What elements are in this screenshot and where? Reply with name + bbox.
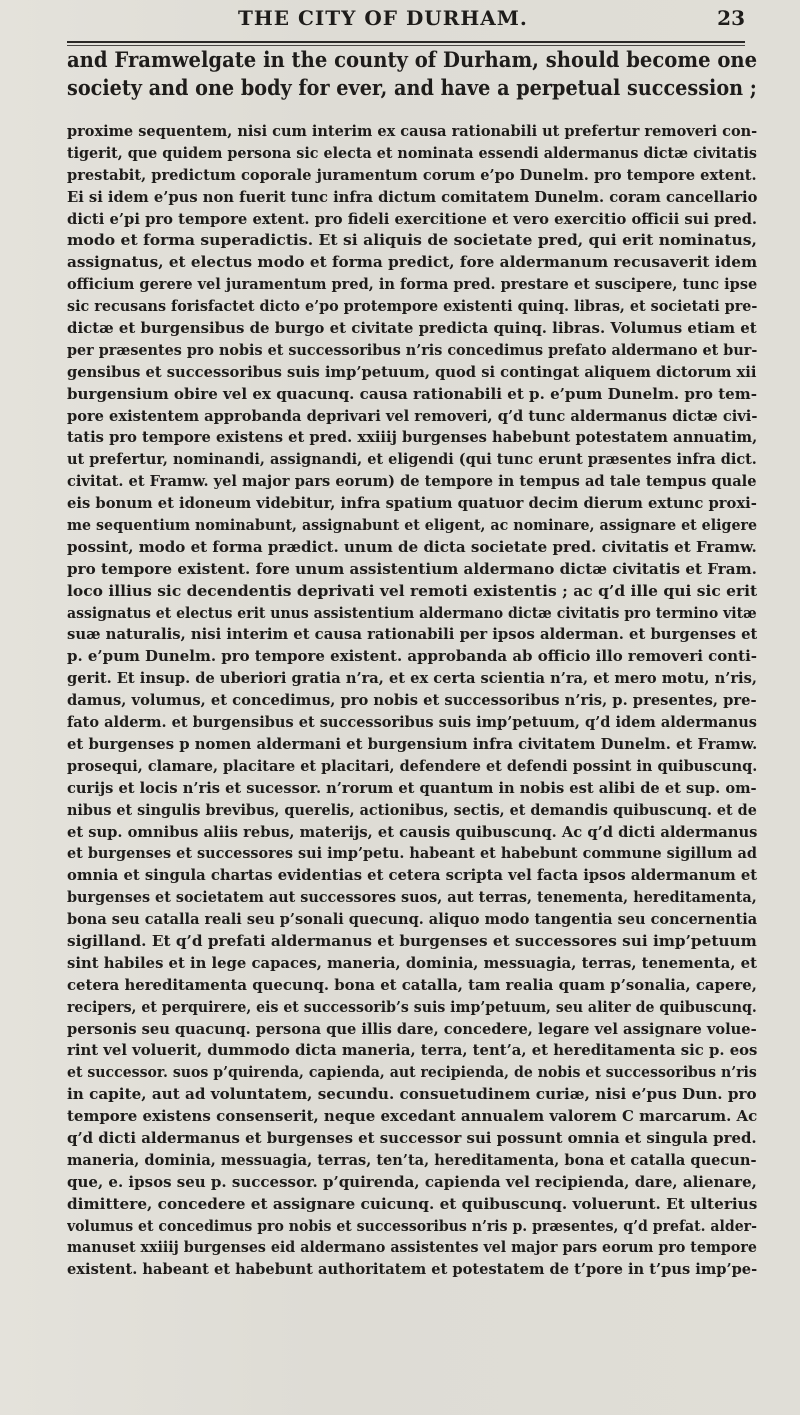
lead-text-line: and Framwelgate in the county of Durham, should become one — [67, 48, 758, 73]
running-head — [0, 4, 800, 40]
running-title: THE CITY OF DURHAM. — [238, 6, 528, 30]
latin-text-line: tempore existens consenserit, neque excedant annualem valorem C marcarum. Ac — [67, 1107, 757, 1126]
latin-text-line: prosequi, clamare, placitare et placitari, defendere et defendi possint in quibuscunq. — [67, 756, 757, 775]
latin-text-line: et sup. omnibus aliis rebus, materijs, et causis quibuscunq. Ac q’d dicti aldermanus — [67, 822, 758, 841]
latin-text-line: burgenses et societatem aut successores suos, aut terras, tenementa, hereditamenta, — [67, 888, 757, 907]
latin-text-line: modo et forma superadictis. Et si aliquis de societate pred, qui erit nominatus, — [67, 231, 757, 250]
latin-text-line: possint, modo et forma prædict. unum de dicta societate pred. civitatis et Framw. — [67, 537, 757, 556]
latin-text-line: dicti e’pi pro tempore extent. pro fideli exercitione et vero exercitio officii sui pred. — [67, 209, 757, 228]
latin-text-line: prestabit, predictum coporale juramentum corum e’po Dunelm. pro tempore extent. — [67, 165, 757, 184]
latin-text-line: gensibus et successoribus suis imp’petuum, quod si contingat aliquem dictorum xii — [67, 362, 757, 381]
latin-text-line: assignatus, et electus modo et forma predict, fore aldermanum recusaverit idem — [67, 253, 758, 272]
latin-text-line: damus, volumus, et concedimus, pro nobis et successoribus n’ris, p. presentes, pre- — [67, 691, 757, 710]
header-rule-thin — [67, 45, 745, 46]
latin-charter-text — [67, 121, 757, 1281]
latin-text-line: pore existentem approbanda deprivari vel removeri, q’d tunc aldermanus dictæ civi- — [67, 406, 757, 425]
latin-text-line: cetera hereditamenta quecunq. bona et catalla, tam realia quam p’sonalia, capere, — [67, 975, 757, 994]
latin-text-line: recipers, et perquirere, eis et successorib’s suis imp’petuum, seu aliter de quibuscunq. — [67, 997, 757, 1016]
latin-text-line: proxime sequentem, nisi cum interim ex causa rationabili ut prefertur removeri con- — [67, 122, 758, 140]
latin-text-line: pro tempore existent. fore unum assistentium aldermano dictæ civitatis et Fram. — [67, 559, 757, 578]
latin-text-line: que, e. ipsos seu p. successor. p’quirenda, capienda vel recipienda, dare, alienare, — [67, 1172, 757, 1191]
latin-text-line: in capite, aut ad voluntatem, secundu. consuetudinem curiæ, nisi e’pus Dun. pro — [67, 1085, 757, 1104]
latin-text-line: Ei si idem e’pus non fuerit tunc infra dictum comitatem Dunelm. coram cancellario — [67, 187, 757, 206]
latin-text-line: per præsentes pro nobis et successoribus n’ris concedimus prefato aldermano et bur- — [67, 340, 757, 359]
latin-text-line: et successor. suos p’quirenda, capienda, aut recipienda, de nobis et successoribus n’ris — [67, 1063, 757, 1082]
latin-text-line: et burgenses p nomen aldermani et burgensium infra civitatem Dunelm. et Framw. — [67, 734, 758, 753]
latin-text-line: bona seu catalla reali seu p’sonali quecunq. aliquo modo tangentia seu concernentia — [67, 910, 758, 929]
latin-text-line: fato alderm. et burgensibus et successoribus suis imp’petuum, q’d idem aldermanus — [67, 713, 757, 732]
english-lead-text — [67, 47, 757, 103]
latin-text-line: manuset xxiiij burgenses eid aldermano assistentes vel major pars eorum pro tempore — [67, 1238, 757, 1257]
latin-text-line: sigilland. Et q’d prefati aldermanus et burgenses et successores sui imp’petuum — [67, 931, 757, 950]
page-number: 23 — [717, 6, 745, 30]
latin-text-line: tigerit, que quidem persona sic electa et nominata essendi aldermanus dictæ civitatis — [67, 143, 757, 162]
latin-text-line: personis seu quacunq. persona que illis dare, concedere, legare vel assignare volue- — [67, 1019, 757, 1038]
latin-text-line: tatis pro tempore existens et pred. xxiiij burgenses habebunt potestatem annuatim, — [67, 428, 757, 447]
latin-text-line: p. e’pum Dunelm. pro tempore existent. approbanda ab officio illo removeri conti- — [67, 647, 757, 666]
latin-text-line: rint vel voluerit, dummodo dicta maneria, terra, tent’a, et hereditamenta sic p. eos — [67, 1041, 757, 1060]
latin-text-line: ut prefertur, nominandi, assignandi, et eligendi (qui tunc erunt præsentes infra dict. — [67, 450, 757, 469]
latin-text-line: curijs et locis n’ris et sucessor. n’rorum et quantum in nobis est alibi de et sup. om- — [67, 778, 757, 797]
latin-text-line: volumus et concedimus pro nobis et successoribus n’ris p. præsentes, q’d prefat. alder- — [67, 1216, 757, 1235]
latin-text-line: assignatus et electus erit unus assistentium aldermano dictæ civitatis pro termino vitæ — [67, 603, 757, 622]
latin-text-line: suæ naturalis, nisi interim et causa rationabili per ipsos alderman. et burgenses et — [67, 625, 758, 644]
latin-text-line: loco illius sic decendentis deprivati vel remoti existentis ; ac q’d ille qui sic erit — [67, 581, 757, 600]
latin-text-line: dimittere, concedere et assignare cuicunq. et quibuscunq. voluerunt. Et ulterius — [67, 1194, 757, 1213]
latin-text-line: maneria, dominia, messuagia, terras, ten’ta, hereditamenta, bona et catalla quecun- — [67, 1150, 757, 1169]
latin-text-line: eis bonum et idoneum videbitur, infra spatium quatuor decim dierum extunc proxi- — [67, 494, 757, 513]
latin-text-line: me sequentium nominabunt, assignabunt et eligent, ac nominare, assignare et eligere — [67, 516, 757, 535]
latin-text-line: existent. habeant et habebunt authoritatem et potestatem de t’pore in t’pus imp’pe- — [67, 1260, 757, 1279]
lead-text-line: society and one body for ever, and have a perpetual succession ; — [67, 76, 757, 101]
latin-text-line: sic recusans forisfactet dicto e’po protempore existenti quinq. libras, et societati pre- — [67, 297, 757, 316]
latin-text-line: sint habiles et in lege capaces, maneria, dominia, messuagia, terras, tenementa, et — [67, 953, 757, 972]
latin-text-line: nibus et singulis brevibus, querelis, actionibus, sectis, et demandis quibuscunq. et de — [67, 800, 757, 819]
latin-text-line: et burgenses et successores sui imp’petu. habeant et habebunt commune sigillum ad — [67, 844, 757, 863]
latin-text-line: officium gerere vel juramentum pred, in forma pred. prestare et suscipere, tunc ipse — [67, 275, 758, 294]
latin-text-line: civitat. et Framw. yel major pars eorum) de tempore in tempus ad tale tempus quale — [67, 472, 757, 491]
latin-text-line: gerit. Et insup. de uberiori gratia n’ra, et ex certa scientia n’ra, et mero motu, n’ris, — [67, 669, 757, 688]
latin-text-line: dictæ et burgensibus de burgo et civitate predicta quinq. libras. Volumus etiam et — [67, 319, 757, 338]
latin-text-line: omnia et singula chartas evidentias et cetera scripta vel facta ipsos aldermanum et — [67, 866, 757, 885]
latin-text-line: burgensium obire vel ex quacunq. causa rationabili et p. e’pum Dunelm. pro tem- — [67, 384, 757, 403]
latin-text-line: q’d dicti aldermanus et burgenses et successor sui possunt omnia et singula pred. — [67, 1128, 757, 1147]
header-rule — [67, 41, 745, 43]
